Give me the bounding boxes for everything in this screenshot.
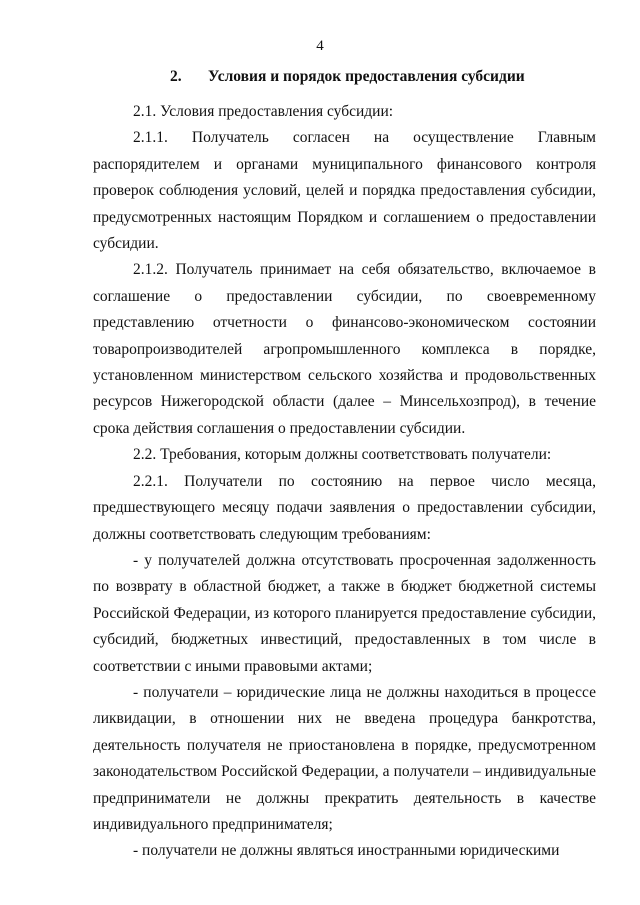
paragraph-2-2: 2.2. Требования, которым должны соответствовать получатели: [133, 446, 552, 464]
section-heading [170, 68, 525, 86]
page-number: 4 [316, 38, 324, 54]
document-body [93, 99, 596, 865]
list-item-debt: - у получателей должна отсутствовать просроченная задолженность по возврату в областной бюджет, а также в бюджет бюджетной системы Российской Федерации, из которого планируется предоставление субсидии, субсидий, бюджетных инвестиций, предоставленных в том числе в соответствии с иными правовыми актами; [93, 551, 596, 675]
paragraph-2-1: 2.1. Условия предоставления субсидии: [133, 103, 394, 120]
list-item-foreign-entities: - получатели не должны являться иностранными юридическими [133, 842, 560, 860]
list-item-liquidation: - получатели – юридические лица не должны находиться в процессе ликвидации, в отношении них не введена процедура банкротства, деятельность получателя не приостановлена в порядке, предусмотренном законодательством Российской Федерации, а получатели – индивидуальные предприниматели не должны прекратить деятельность в качестве индивидуального предпринимателя; [93, 683, 596, 833]
paragraph-2-1-1: 2.1.1. Получатель согласен на осуществление Главным распорядителем и органами муниципального финансового контроля проверок соблюдения условий, целей и порядка предоставления субсидии, предусмотренных настоящим Порядком и соглашением о предоставлении субсидии. [93, 129, 596, 253]
paragraph-2-1-2: 2.1.2. Получатель принимает на себя обязательство, включаемое в соглашение о предоставлении субсидии, по своевременному представлению отчетности о финансово-экономическом состоянии товаропроизводителей агропромышленного комплекса в порядке, установленном министерством сельского хозяйства и продовольственных ресурсов Нижегородской области (далее – Минсельхозпрод), в течение срока действия соглашения о предоставлении субсидии. [93, 261, 596, 437]
section-title: Условия и порядок предоставления субсидии [208, 68, 525, 85]
paragraph-2-2-1: 2.2.1. Получатели по состоянию на первое число месяца, предшествующего месяцу подачи заявления о предоставлении субсидии, должны соответствовать следующим требованиям: [93, 472, 596, 543]
section-number: 2. [170, 68, 182, 85]
